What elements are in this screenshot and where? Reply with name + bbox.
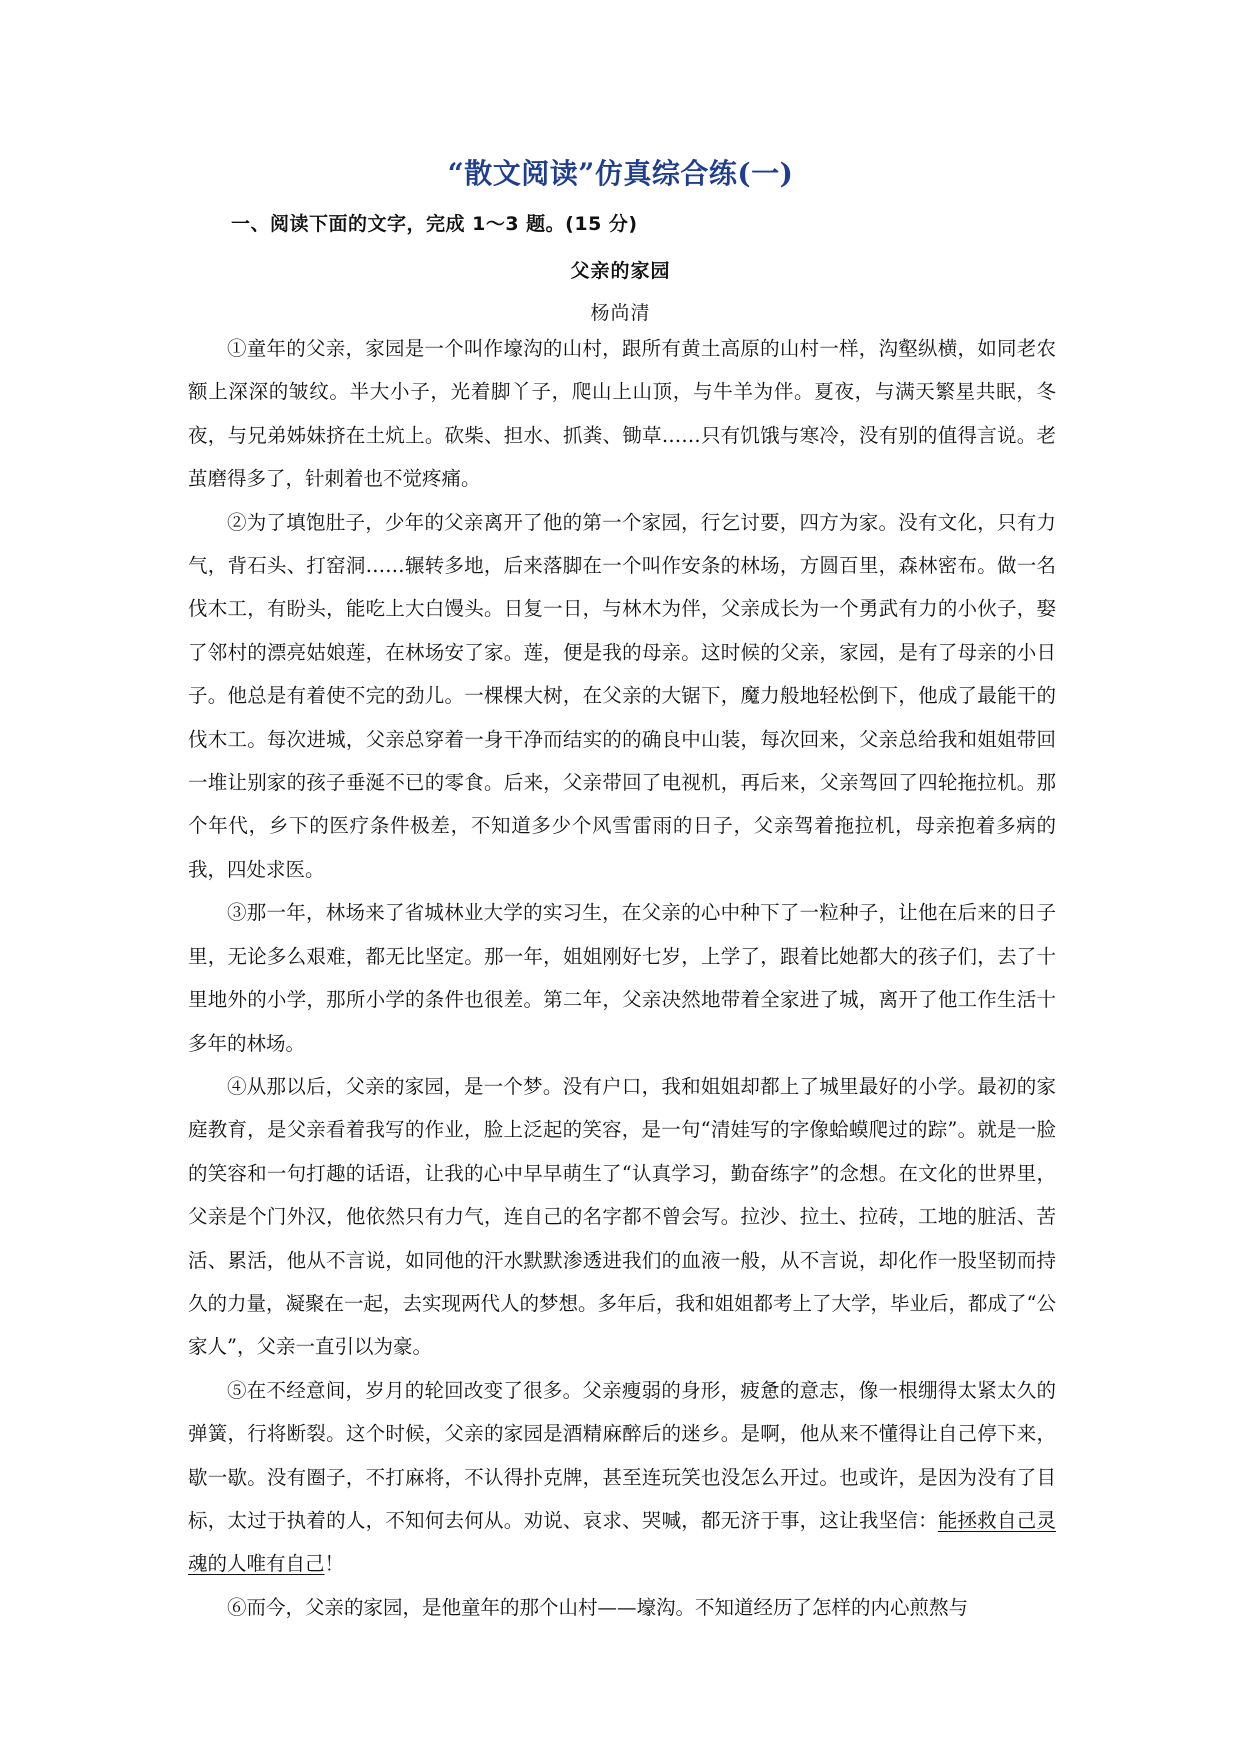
paragraph-6: ⑥而今，父亲的家园，是他童年的那个山村——壕沟。不知道经历了怎样的内心煎熬与 bbox=[227, 1595, 969, 1619]
paragraph-5-text: ⑤在不经意间，岁月的轮回改变了很多。父亲瘦弱的身形，疲惫的意志，像一根绷得太紧太久的弹簧，行将断裂。这个时候，父亲的家园是酒精麻醉后的迷乡。是啊，他从来不懂得让自己停下来，歇一歇。没有圈子，不打麻将，不认得扑克牌，甚至连玩笑也没怎么开过。也或许，是因为没有了目标，太过于执着的人，不知何去何从。劝说、哀求、哭喊，都无济于事，这让我坚信： bbox=[188, 1378, 1056, 1532]
article-title: 父亲的家园 bbox=[570, 260, 671, 282]
underlined-sentence: 能拯救自己灵魂的人唯有自己 bbox=[188, 1508, 1056, 1576]
paragraph-5-end: ！ bbox=[324, 1552, 345, 1576]
article-body bbox=[188, 327, 1056, 1629]
paragraph-5 bbox=[188, 1369, 1056, 1586]
document-title: “散文阅读”仿真综合练(一) bbox=[447, 157, 794, 190]
paragraph-2: ②为了填饱肚子，少年的父亲离开了他的第一个家园，行乞讨要，四方为家。没有文化，只有力气，背石头、打窑洞……辗转多地，后来落脚在一个叫作安条的林场，方圆百里，森林密布。做一名伐木工，有盼头，能吃上大白馒头。日复一日，与林木为伴，父亲成长为一个勇武有力的小伙子，娶了邻村的漂亮姑娘莲，在林场安了家。莲，便是我的母亲。这时候的父亲，家园，是有了母亲的小日子。他总是有着使不完的劲儿。一棵棵大树，在父亲的大锯下，魔力般地轻松倒下，他成了最能干的伐木工。每次进城，父亲总穿着一身干净而结实的的确良中山装，每次回来，父亲总给我和姐姐带回一堆让别家的孩子垂涎不已的零食。后来，父亲带回了电视机，再后来，父亲驾回了四轮拖拉机。那个年代，乡下的医疗条件极差，不知道多少个风雪雷雨的日子，父亲驾着拖拉机，母亲抱着多病的我，四处求医。 bbox=[188, 510, 1056, 881]
paragraph-3: ③那一年，林场来了省城林业大学的实习生，在父亲的心中种下了一粒种子，让他在后来的日子里，无论多么艰难，都无比坚定。那一年，姐姐刚好七岁，上学了，跟着比她都大的孩子们，去了十里地外的小学，那所小学的条件也很差。第二年，父亲决然地带着全家进了城，离开了他工作生活十多年的林场。 bbox=[188, 901, 1056, 1055]
article-author: 杨尚清 bbox=[590, 302, 651, 324]
paragraph-1: ①童年的父亲，家园是一个叫作壕沟的山村，跟所有黄土高原的山村一样，沟壑纵横，如同老农额上深深的皱纹。半大小子，光着脚丫子，爬山上山顶，与牛羊为伴。夏夜，与满天繁星共眠，冬夜，与兄弟姊妹挤在土炕上。砍柴、担水、抓粪、锄草……只有饥饿与寒冷，没有别的值得言说。老茧磨得多了，针刺着也不觉疼痛。 bbox=[188, 337, 1056, 491]
section-instruction: 一、阅读下面的文字，完成 1～3 题。(15 分) bbox=[231, 213, 638, 235]
paragraph-4: ④从那以后，父亲的家园，是一个梦。没有户口，我和姐姐却都上了城里最好的小学。最初的家庭教育，是父亲看着我写的作业，脸上泛起的笑容，是一句“清娃写的字像蛤蟆爬过的踪”。就是一脸的笑容和一句打趣的话语，让我的心中早早萌生了“认真学习，勤奋练字”的念想。在文化的世界里，父亲是个门外汉，他依然只有力气，连自己的名字都不曾会写。拉沙、拉土、拉砖，工地的脏活、苦活、累活，他从不言说，如同他的汗水默默渗透进我们的血液一般，从不言说，却化作一股坚韧而持久的力量，凝聚在一起，去实现两代人的梦想。多年后，我和姐姐都考上了大学，毕业后，都成了“公家人”，父亲一直引以为豪。 bbox=[188, 1074, 1056, 1359]
